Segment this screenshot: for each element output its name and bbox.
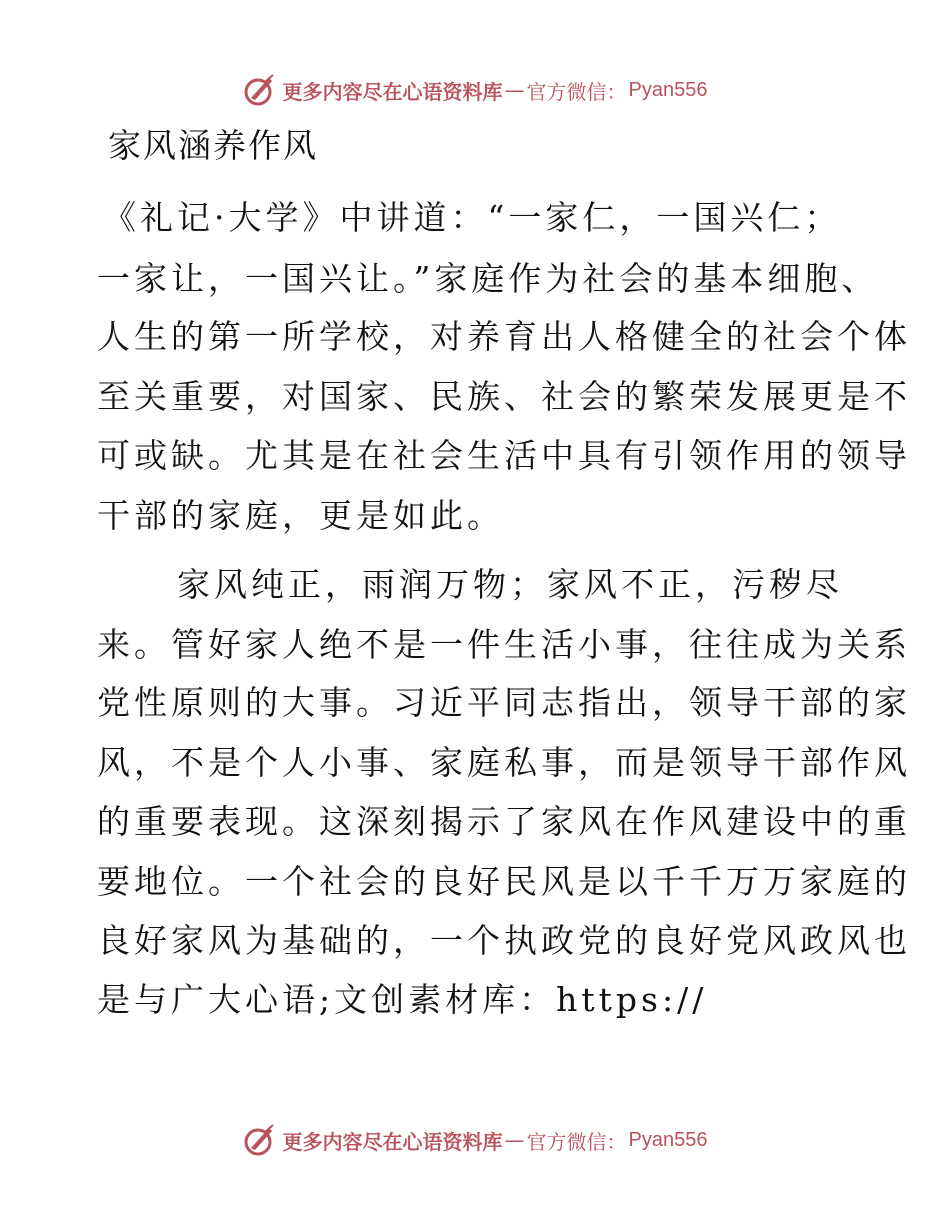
banner-main-text: 更多内容尽在心语资料库	[282, 1129, 503, 1154]
paragraph2-line: 要地位。一个社会的良好民风是以千千万万家庭的	[97, 862, 911, 901]
header-banner	[0, 70, 950, 110]
banner-wechat-label: 官方微信：	[526, 1129, 627, 1154]
paragraph2-line: 良好家风为基础的，一个执政党的良好党风政风也	[97, 921, 911, 960]
quill-logo-icon	[243, 73, 277, 107]
banner-separator: —	[504, 78, 525, 102]
paragraph1-line: 干部的家庭，更是如此。	[97, 496, 504, 535]
banner-wechat-id: Pyan556	[628, 1128, 708, 1151]
footer-banner	[0, 1120, 950, 1160]
paragraph2-line: 来。管好家人绝不是一件生活小事，往往成为关系	[97, 625, 911, 664]
banner-wechat-label: 官方微信：	[526, 79, 627, 104]
paragraph2-line: 党性原则的大事。习近平同志指出，领导干部的家	[97, 683, 911, 722]
paragraph2-line: 是与广大心语;文创素材库：https://	[97, 980, 708, 1019]
paragraph1-line: 一家让，一国兴让。”家庭作为社会的基本细胞、	[97, 259, 879, 298]
paragraph1-line: 《礼记·大学》中讲道：“一家仁，一国兴仁；	[103, 198, 842, 237]
banner-wechat-id: Pyan556	[628, 78, 708, 101]
paragraph1-line: 人生的第一所学校，对养育出人格健全的社会个体	[97, 317, 911, 356]
banner-separator: —	[504, 1128, 525, 1152]
paragraph2-line: 家风纯正，雨润万物；家风不正，污秽尽	[177, 565, 843, 604]
document-title: 家风涵养作风	[108, 126, 318, 165]
paragraph1-line: 可或缺。尤其是在社会生活中具有引领作用的领导	[97, 436, 911, 475]
paragraph1-line: 至关重要，对国家、民族、社会的繁荣发展更是不	[97, 377, 911, 416]
banner-main-text: 更多内容尽在心语资料库	[282, 79, 503, 104]
paragraph2-line: 的重要表现。这深刻揭示了家风在作风建设中的重	[97, 802, 911, 841]
quill-logo-icon	[243, 1123, 277, 1157]
paragraph2-line: 风，不是个人小事、家庭私事，而是领导干部作风	[97, 743, 911, 782]
